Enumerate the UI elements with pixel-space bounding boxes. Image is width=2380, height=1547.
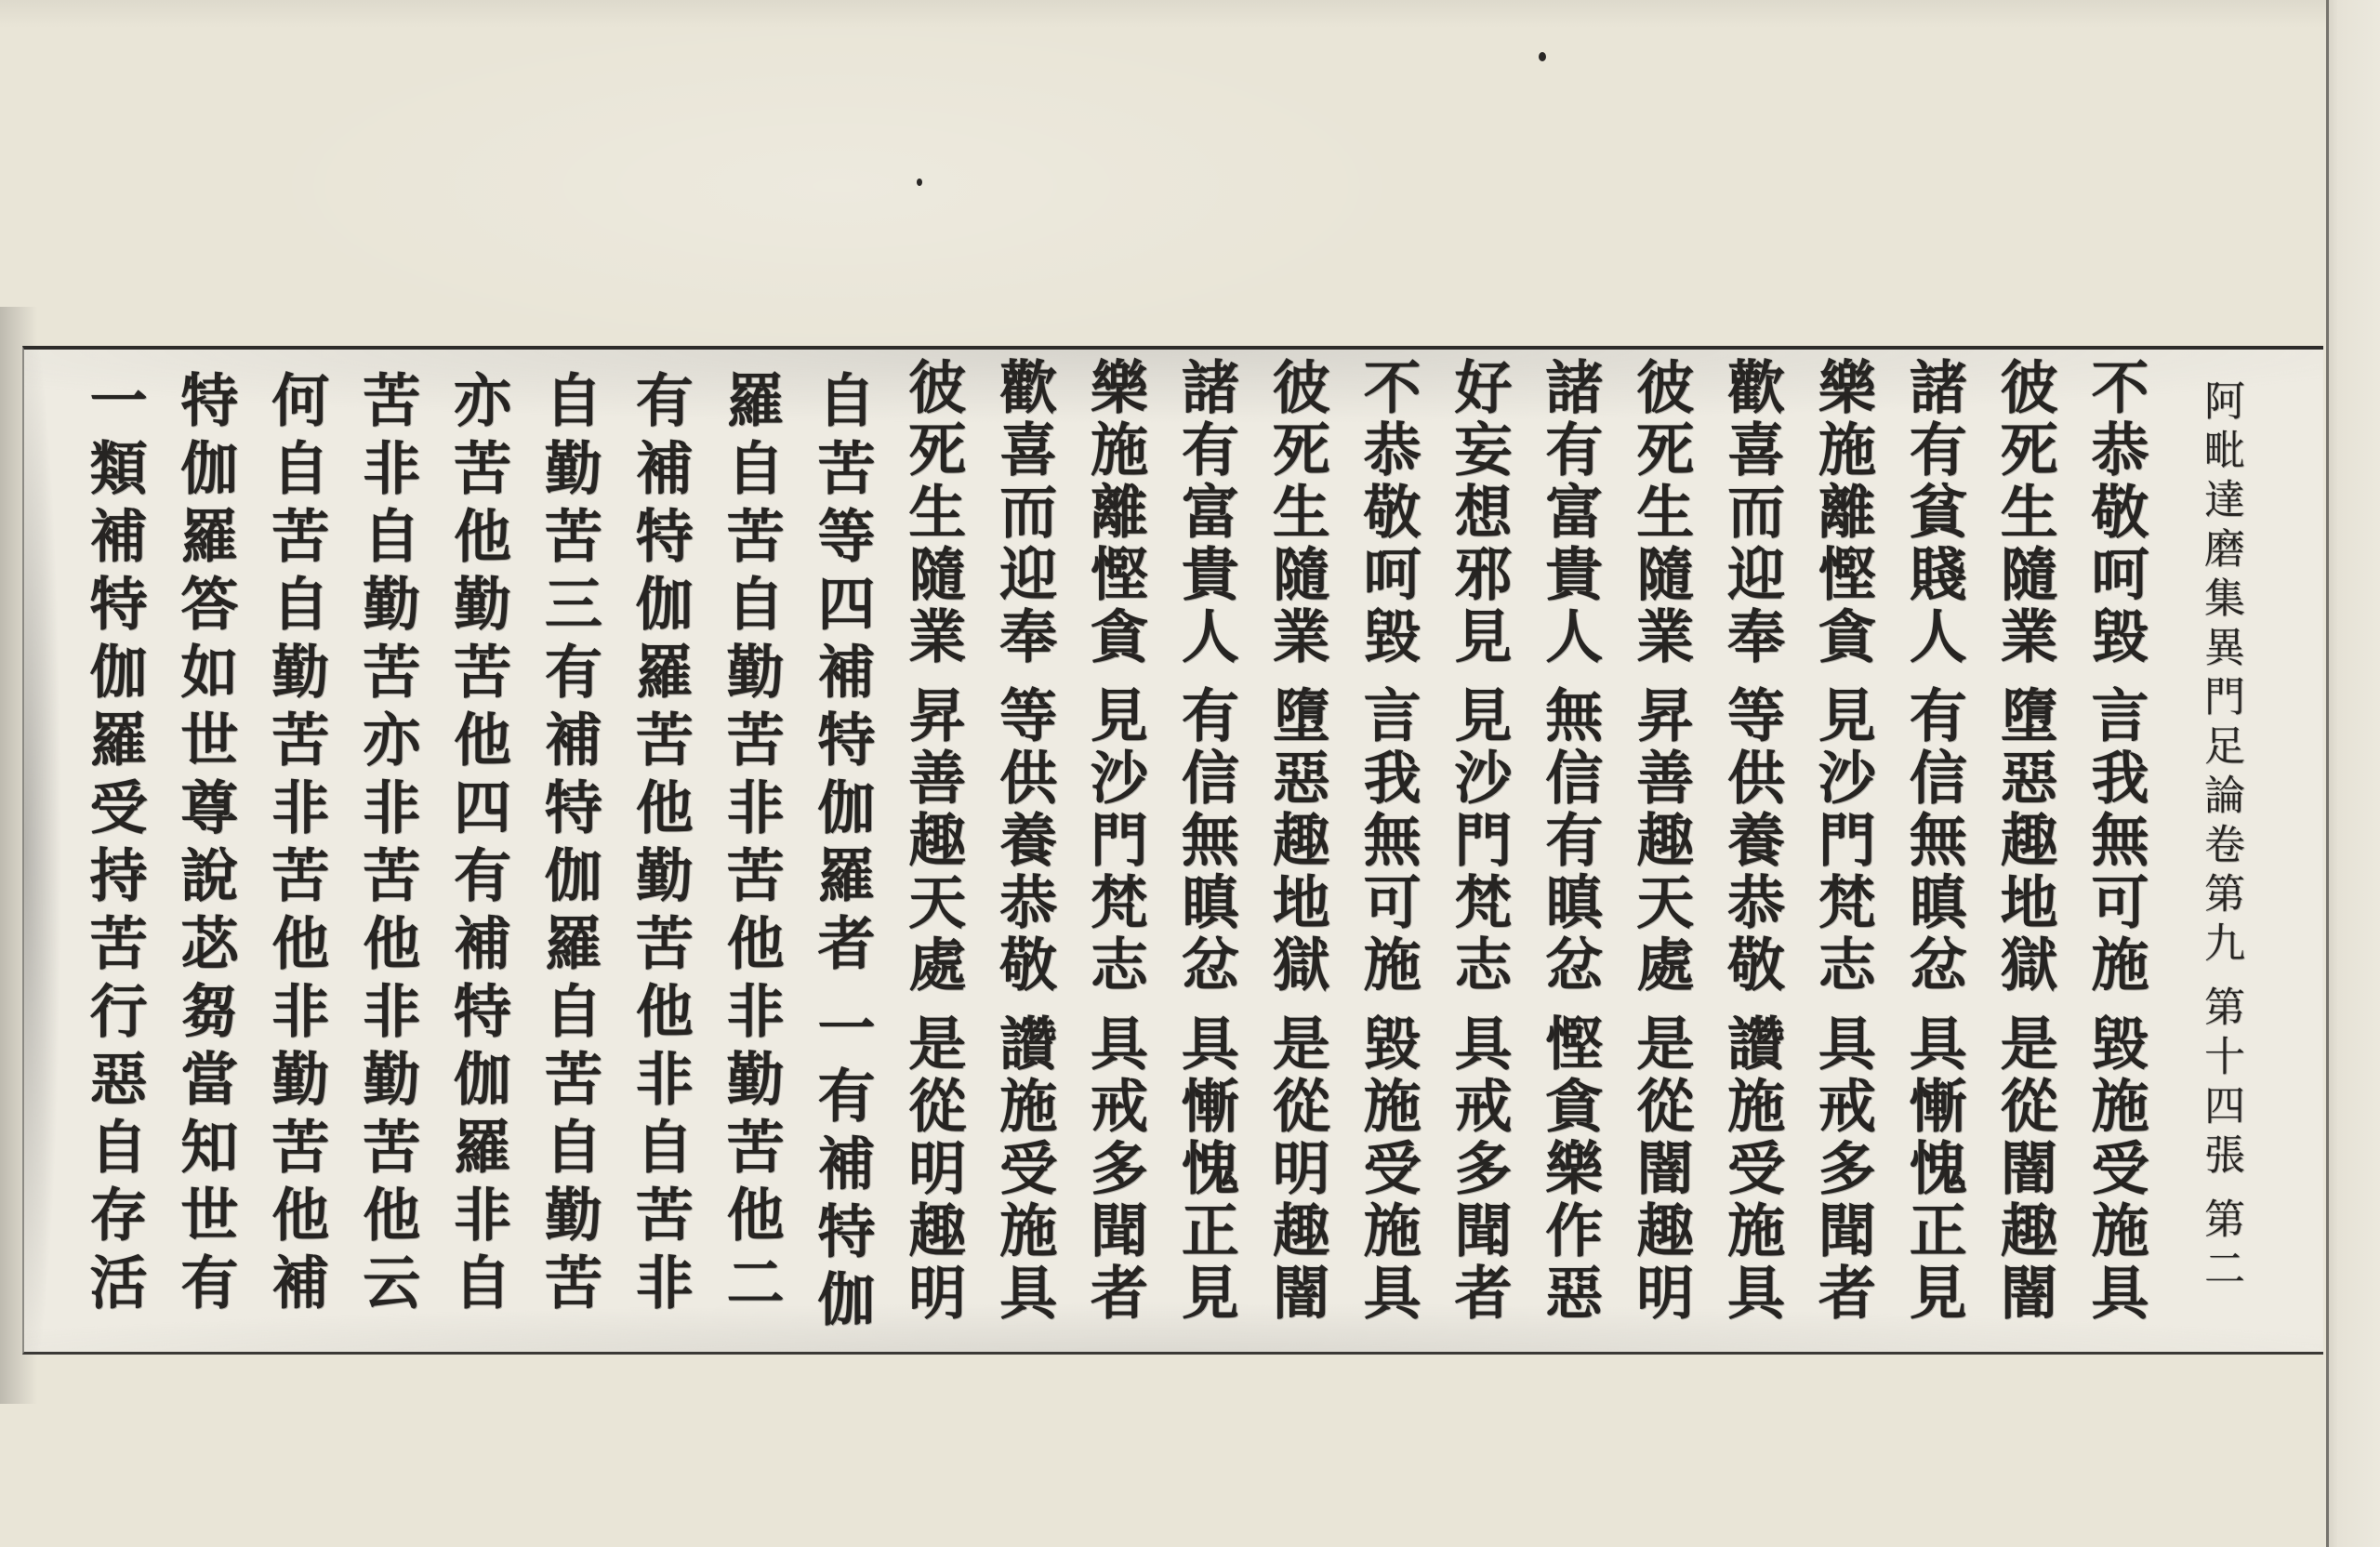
text-segment: 是從闇趣闇 (1990, 1013, 2059, 1325)
text-segment: 羅自苦自勤苦非苦他非勤苦他二 (717, 370, 786, 1320)
text-segment: 慳貪樂作惡 (1535, 1013, 1604, 1325)
text-segment: 樂施離慳貪 (1080, 357, 1149, 668)
text-segment: 好妄想邪見 (1445, 357, 1513, 668)
text-segment: 不恭敬呵毀 (1354, 357, 1422, 668)
text-column (1354, 357, 1422, 1325)
header-note-sheet: 第十四張 (2197, 985, 2244, 1183)
text-column (261, 370, 330, 1320)
text-column (352, 370, 421, 1320)
text-segment: 一有補特伽 (808, 998, 876, 1337)
text-segment: 昇善趣天處 (1626, 685, 1695, 997)
text-segment: 有補特伽羅苦他勤苦他非自苦非 (626, 370, 694, 1320)
text-segment: 彼死生隨業 (898, 357, 967, 668)
text-segment: 有信無瞋忿 (1171, 685, 1240, 997)
text-segment: 是從明趣闇 (1263, 1013, 1331, 1325)
text-column (1899, 357, 1968, 1325)
text-segment: 諸有富貴人 (1535, 357, 1604, 668)
text-column (2082, 357, 2149, 1325)
text-segment: 歡喜而迎奉 (989, 357, 1058, 668)
text-segment: 毀施受施具 (1354, 1013, 1422, 1325)
text-segment: 昇善趣天處 (898, 685, 967, 997)
text-column (1535, 357, 1604, 1325)
ink-speck (1539, 52, 1546, 61)
text-segment: 是從闇趣明 (1626, 1013, 1695, 1325)
header-note (2197, 379, 2244, 1296)
text-column (989, 357, 1058, 1325)
text-segment: 歡喜而迎奉 (1717, 357, 1786, 668)
text-segment: 何自苦自勤苦非苦他非勤苦他補 (261, 370, 330, 1320)
text-segment: 讚施受施具 (989, 1013, 1058, 1325)
text-segment: 一類補特伽羅受持苦行惡自存活 (80, 370, 149, 1320)
text-column (1445, 357, 1513, 1325)
text-segment: 彼死生隨業 (1990, 357, 2059, 668)
text-segment: 讚施受施具 (1717, 1013, 1786, 1325)
text-segment: 不恭敬呵毀 (2082, 357, 2149, 668)
text-column (1263, 357, 1331, 1325)
text-column (1626, 357, 1695, 1325)
text-segment: 墮惡趣地獄 (1990, 685, 2059, 997)
text-column (443, 370, 512, 1320)
text-segment: 有信無瞋忿 (1899, 685, 1968, 997)
text-segment: 具戒多聞者 (1808, 1013, 1877, 1325)
text-column (717, 370, 786, 1320)
text-segment: 等供養恭敬 (989, 685, 1058, 997)
text-column (80, 370, 149, 1320)
text-column (808, 370, 876, 1337)
header-note-title: 阿毗達磨集異門足論卷第九 (2197, 379, 2244, 971)
text-segment: 毀施受施具 (2082, 1013, 2149, 1325)
text-segment: 見沙門梵志 (1445, 685, 1513, 997)
text-segment: 彼死生隨業 (1626, 357, 1695, 668)
page-fold (2326, 0, 2380, 1547)
text-segment: 是從明趣明 (898, 1013, 967, 1325)
text-segment: 自苦等四補特伽羅者 (808, 370, 876, 981)
text-column (1717, 357, 1786, 1325)
text-segment: 見沙門梵志 (1808, 685, 1877, 997)
text-segment: 苦非自勤苦亦非苦他非勤苦他云 (352, 370, 421, 1320)
text-segment: 諸有富貴人 (1171, 357, 1240, 668)
text-column (1990, 357, 2059, 1325)
text-segment: 等供養恭敬 (1717, 685, 1786, 997)
text-segment: 特伽羅答如世尊說苾芻當知世有 (170, 370, 239, 1320)
text-column (535, 370, 603, 1320)
text-segment: 自勤苦三有補特伽羅自苦自勤苦 (535, 370, 603, 1320)
text-column (898, 357, 967, 1325)
ink-speck (917, 178, 922, 186)
text-segment: 具慚愧正見 (1899, 1013, 1968, 1325)
text-segment: 具戒多聞者 (1080, 1013, 1149, 1325)
text-segment: 具戒多聞者 (1445, 1013, 1513, 1325)
text-column (1171, 357, 1240, 1325)
text-segment: 彼死生隨業 (1263, 357, 1331, 668)
text-segment: 見沙門梵志 (1080, 685, 1149, 997)
text-column (626, 370, 694, 1320)
text-segment: 諸有貧賤人 (1899, 357, 1968, 668)
text-column (1080, 357, 1149, 1325)
text-segment: 言我無可施 (1354, 685, 1422, 997)
text-segment: 具慚愧正見 (1171, 1013, 1240, 1325)
text-segment: 言我無可施 (2082, 685, 2149, 997)
text-column (170, 370, 239, 1320)
text-segment: 亦苦他勤苦他四有補特伽羅非自 (443, 370, 512, 1320)
text-segment: 墮惡趣地獄 (1263, 685, 1331, 997)
text-segment: 無信有瞋忿 (1535, 685, 1604, 997)
text-segment: 樂施離慳貪 (1808, 357, 1877, 668)
text-column (1808, 357, 1877, 1325)
header-note-mark: 第二 (2197, 1197, 2244, 1296)
